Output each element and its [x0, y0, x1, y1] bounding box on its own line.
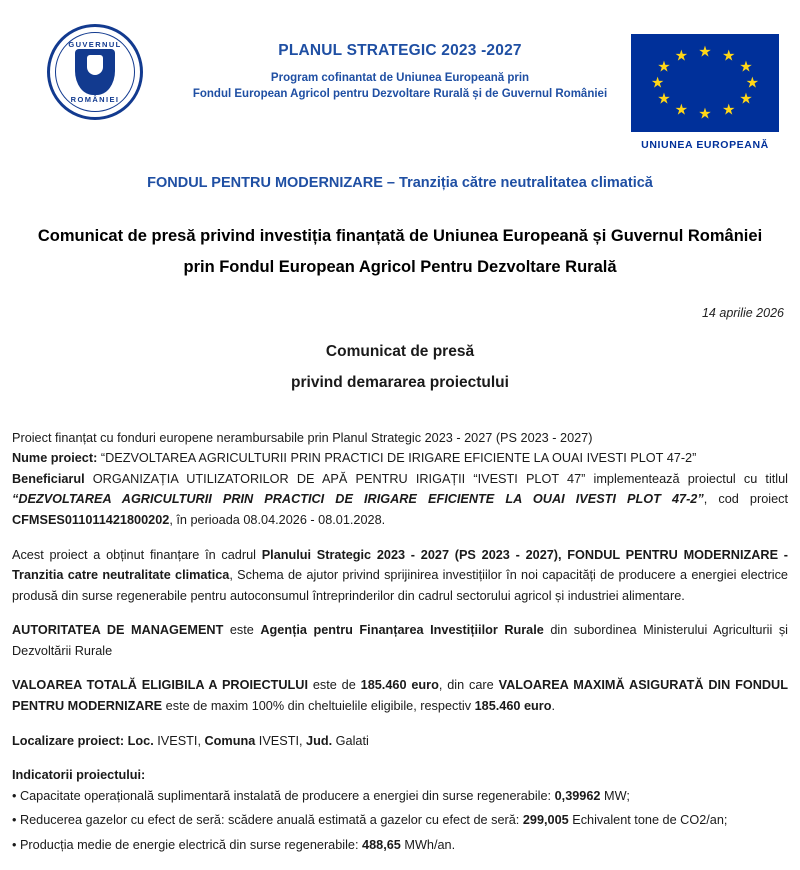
strategic-plan-subtitle-1: Program cofinantat de Uniunea Europeană prin	[270, 72, 530, 84]
paragraph-beneficiary	[12, 469, 788, 531]
authority-mid: este	[229, 623, 254, 638]
indicator-unit: Echivalent tone de CO2/an;	[572, 813, 728, 828]
eu-star-icon: ★	[721, 101, 736, 119]
max-fund-amount: 185.460 euro	[474, 699, 552, 714]
total-value-mid: este de	[312, 678, 356, 693]
document-subtitle	[8, 336, 792, 398]
list-item	[12, 810, 788, 831]
seal-text-bottom: ROMÂNIEI	[70, 95, 120, 104]
strategic-plan-subtitle-2: Fondul European Agricol pentru Dezvoltare Rurală și de Guvernul României	[192, 88, 608, 100]
indicator-value: 0,39962	[554, 788, 601, 803]
page-title-line-1: Comunicat de presă privind investiția finanțată de Uniunea Europeană și Guvernul României	[37, 227, 763, 245]
location-county-value: Galati	[335, 733, 369, 748]
indicator-unit: MW;	[604, 788, 630, 803]
eu-star-icon: ★	[650, 74, 665, 92]
project-name-value: “DEZVOLTAREA AGRICULTURII PRIN PRACTICI DE IRIGARE EFICIENTE LA OUAI IVESTI PLOT 47-2”	[100, 451, 697, 466]
project-name-label: Nume proiect:	[12, 451, 98, 466]
document-subtitle-line-1: Comunicat de presă	[325, 342, 475, 360]
seal-emblem-icon	[75, 49, 115, 95]
eu-star-icon: ★	[721, 47, 736, 65]
paragraph-funding	[12, 428, 788, 449]
financing-post: , Schema de ajutor privind sprijinirea investițiilor în noi capacități de producere a energiei electrice produsă din surse regenerabile pentru autoconsumul întreprinderilor din cadrul sectorului agricol și industriei alimentare.	[12, 568, 788, 603]
beneficiary-period: , în perioada 08.04.2026 - 08.01.2028.	[169, 513, 386, 527]
list-item	[12, 786, 788, 807]
beneficiary-label: Beneficiarul	[12, 471, 85, 486]
indicator-value: 299,005	[522, 813, 569, 828]
page-title	[8, 221, 792, 284]
government-seal-container	[10, 20, 180, 120]
document-date: 14 aprilie 2026	[701, 305, 784, 320]
eu-star-icon: ★	[739, 58, 753, 76]
beneficiary-code-label: , cod proiect	[703, 492, 788, 507]
indicator-text: Reducerea gazelor cu efect de seră: scădere anuală estimată a gazelor cu efect de seră:	[19, 813, 520, 828]
eu-star-icon: ★	[739, 90, 753, 108]
eu-star-icon: ★	[698, 43, 712, 61]
financing-bold: Planului Strategic 2023 - 2027 (PS 2023 - 2027), FONDUL PENTRU MODERNIZARE - Tranzitia catre neutralitate climatica	[12, 547, 788, 583]
indicators-list	[12, 786, 788, 856]
value-end: .	[551, 699, 555, 714]
paragraph-project-name	[12, 448, 788, 469]
indicator-text: Producția medie de energie electrică din surse regenerabile:	[19, 837, 359, 852]
authority-post: din subordinea Ministerului Agriculturii și Dezvoltării Rurale	[12, 623, 788, 658]
indicators-label	[12, 765, 788, 786]
location-loc-label: Loc.	[127, 733, 154, 748]
paragraph-location: Localizare proiect: Loc. IVESTI, Comuna IVESTI, Jud. Galati	[12, 733, 369, 748]
page-title-line-2: prin Fondul European Agricol Pentru Dezvoltare Rurală	[183, 258, 617, 277]
modernisation-fund-banner: FONDUL PENTRU MODERNIZARE – Tranziția către neutralitatea climatică	[147, 175, 653, 191]
beneficiary-org: ORGANIZAȚIA UTILIZATORILOR DE APĂ PENTRU IRIGAȚII “IVESTI PLOT 47”	[92, 471, 586, 486]
paragraph-financing	[12, 545, 788, 607]
total-value-amount: 185.460 euro	[360, 678, 439, 693]
seal-text-top: GUVERNUL	[68, 40, 122, 49]
eu-emblem-container	[620, 20, 790, 151]
strategic-plan-title: PLANUL STRATEGIC 2023 -2027	[278, 42, 522, 59]
indicators-label-text: Indicatorii proiectului:	[12, 768, 146, 783]
paragraph-authority	[12, 620, 788, 661]
eu-star-icon: ★	[674, 101, 689, 119]
eu-star-icon: ★	[657, 58, 671, 76]
location-county-label: Jud.	[306, 733, 333, 748]
location-label: Localizare proiect:	[12, 733, 125, 748]
eu-star-icon: ★	[745, 74, 760, 92]
document-body	[8, 428, 792, 856]
beneficiary-mid: implementează proiectul cu titlul	[593, 471, 788, 486]
max-fund-mid: este de maxim 100% din cheltuielile eligibile, respectiv	[165, 699, 472, 714]
document-subtitle-line-2: privind demararea proiectului	[291, 373, 509, 391]
funding-line: Proiect finanțat cu fonduri europene nerambursabile prin Planul Strategic 2023 - 2027 (PS 2023 - 2027)	[12, 430, 593, 445]
eu-flag-icon	[631, 34, 779, 132]
beneficiary-project-title: “DEZVOLTAREA AGRICULTURII PRIN PRACTICI DE IRIGARE EFICIENTE LA OUAI IVESTI PLOT 47-2”	[12, 492, 704, 507]
eu-star-icon: ★	[674, 47, 689, 65]
paragraph-value	[12, 675, 788, 716]
eu-star-icon: ★	[698, 105, 712, 123]
location-commune-value: IVESTI	[258, 733, 299, 748]
financing-pre: Acest proiect a obținut finanțare în cadrul	[12, 547, 256, 562]
total-value-mid2: , din care	[438, 678, 494, 693]
document-header	[8, 14, 792, 151]
total-value-label: VALOAREA TOTALĂ ELIGIBILA A PROIECTULUI	[12, 678, 308, 693]
romanian-government-seal-icon	[47, 24, 143, 120]
eu-star-icon: ★	[657, 90, 671, 108]
header-center-text	[180, 20, 620, 100]
location-loc-value: IVESTI	[157, 733, 198, 748]
indicator-value: 488,65	[362, 837, 401, 852]
indicator-text: Capacitate operațională suplimentară instalată de producere a energiei din surse regenerabile:	[19, 788, 552, 803]
location-commune-label: Comuna	[204, 733, 256, 748]
indicator-unit: MWh/an.	[404, 837, 456, 852]
beneficiary-project-code: CFMSES011011421800202	[12, 513, 170, 527]
eu-caption: UNIUNEA EUROPEANĂ	[641, 139, 769, 151]
max-fund-label: VALOAREA MAXIMĂ ASIGURATĂ DIN FONDUL PENTRU MODERNIZARE	[12, 678, 788, 714]
list-item	[12, 835, 788, 856]
authority-name: Agenția pentru Finanțarea Investițiilor Rurale	[260, 623, 544, 638]
authority-label: AUTORITATEA DE MANAGEMENT	[12, 623, 224, 638]
